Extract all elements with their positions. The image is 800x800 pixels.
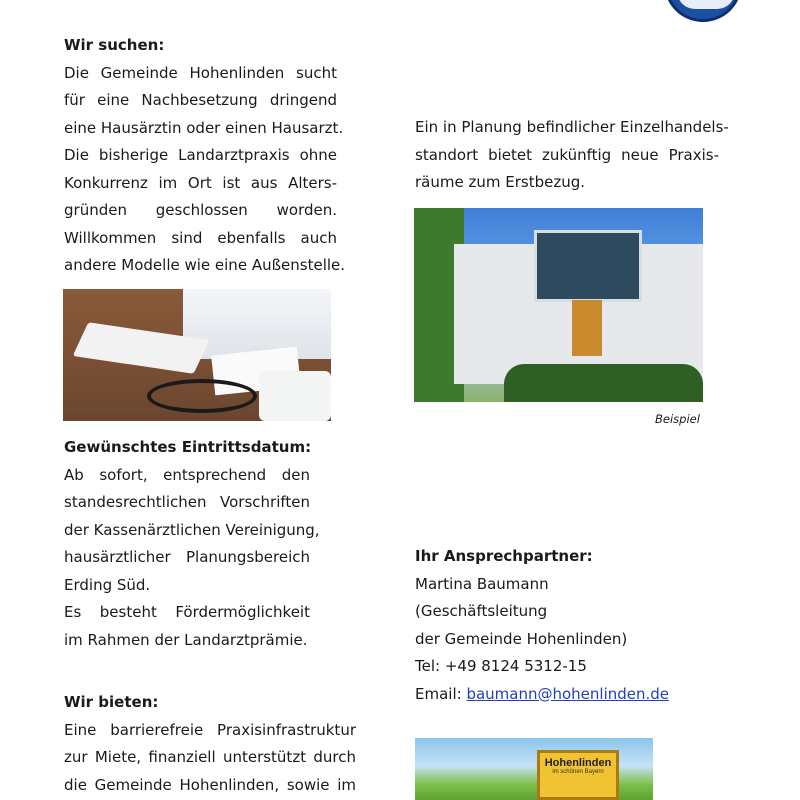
- town-sign-image: [415, 738, 653, 800]
- contact-phone: Tel: +49 8124 5312-15: [415, 657, 587, 675]
- text-line: andere Modelle wie eine Außenstelle.: [64, 256, 346, 274]
- heading-ansprechpartner: Ihr Ansprechpartner:: [415, 547, 593, 565]
- heading-wir-bieten: Wir bieten:: [64, 693, 159, 711]
- contact-role: (Geschäftsleitung: [415, 602, 548, 620]
- email-link[interactable]: baumann@hohenlinden.de: [466, 684, 670, 703]
- text-line: im Rahmen der Landarztprämie.: [64, 630, 308, 649]
- town-sign-subtitle: im schönen Bayern: [552, 769, 604, 775]
- text-line: zur Miete, finanziell unterstützt durch: [64, 748, 356, 766]
- town-sign-name: Hohenlinden: [544, 757, 612, 769]
- text-line: hausärztlicher Planungsbereich: [64, 548, 310, 566]
- text-line: räume zum Erstbezug.: [415, 173, 585, 191]
- text-line: Erding Süd.: [64, 575, 151, 594]
- contact-name: Martina Baumann: [415, 574, 549, 593]
- contact-email-line: [415, 681, 745, 709]
- section-praxisraeume: [415, 114, 729, 197]
- heading-eintrittsdatum: Gewünschtes Eintrittsdatum:: [64, 438, 312, 456]
- text-line: Ein in Planung befindlicher Einzelhandels-: [415, 118, 729, 136]
- section-wir-bieten: [64, 689, 356, 799]
- text-line: Konkurrenz im Ort ist aus Alters-: [64, 173, 337, 192]
- municipal-logo: [664, 0, 742, 22]
- heading-wir-suchen: Wir suchen:: [64, 36, 165, 54]
- text-line: Die Gemeinde Hohenlinden sucht: [64, 63, 337, 82]
- email-label: Email:: [415, 684, 467, 703]
- section-wir-suchen: [64, 32, 346, 280]
- text-line: Willkommen sind ebenfalls auch: [64, 228, 337, 247]
- text-line: für eine Nachbesetzung dringend: [64, 91, 337, 109]
- text-line: Es besteht Fördermöglichkeit: [64, 603, 310, 621]
- text-line: der Kassenärztlichen Vereinigung,: [64, 520, 320, 539]
- text-line: die Gemeinde Hohenlinden, sowie im: [64, 775, 356, 794]
- text-line: standort bietet zukünftig neue Praxis-: [415, 145, 719, 164]
- contact-organisation: der Gemeinde Hohenlinden): [415, 629, 628, 648]
- building-image: [414, 208, 703, 402]
- section-eintrittsdatum: [64, 434, 320, 654]
- text-line: Die bisherige Landarztpraxis ohne: [64, 146, 337, 164]
- town-sign: [537, 750, 619, 800]
- text-line: eine Hausärztin oder einen Hausarzt.: [64, 118, 344, 137]
- text-line: standesrechtlichen Vorschriften: [64, 493, 310, 511]
- text-line: Ab sofort, entsprechend den: [64, 465, 310, 484]
- text-line: Eine barrierefreie Praxisinfrastruktur: [64, 720, 356, 739]
- text-line: gründen geschlossen worden.: [64, 201, 337, 219]
- section-ansprechpartner: [415, 543, 745, 708]
- image-caption: Beispiel: [655, 412, 700, 426]
- doctor-desk-image: [63, 289, 331, 421]
